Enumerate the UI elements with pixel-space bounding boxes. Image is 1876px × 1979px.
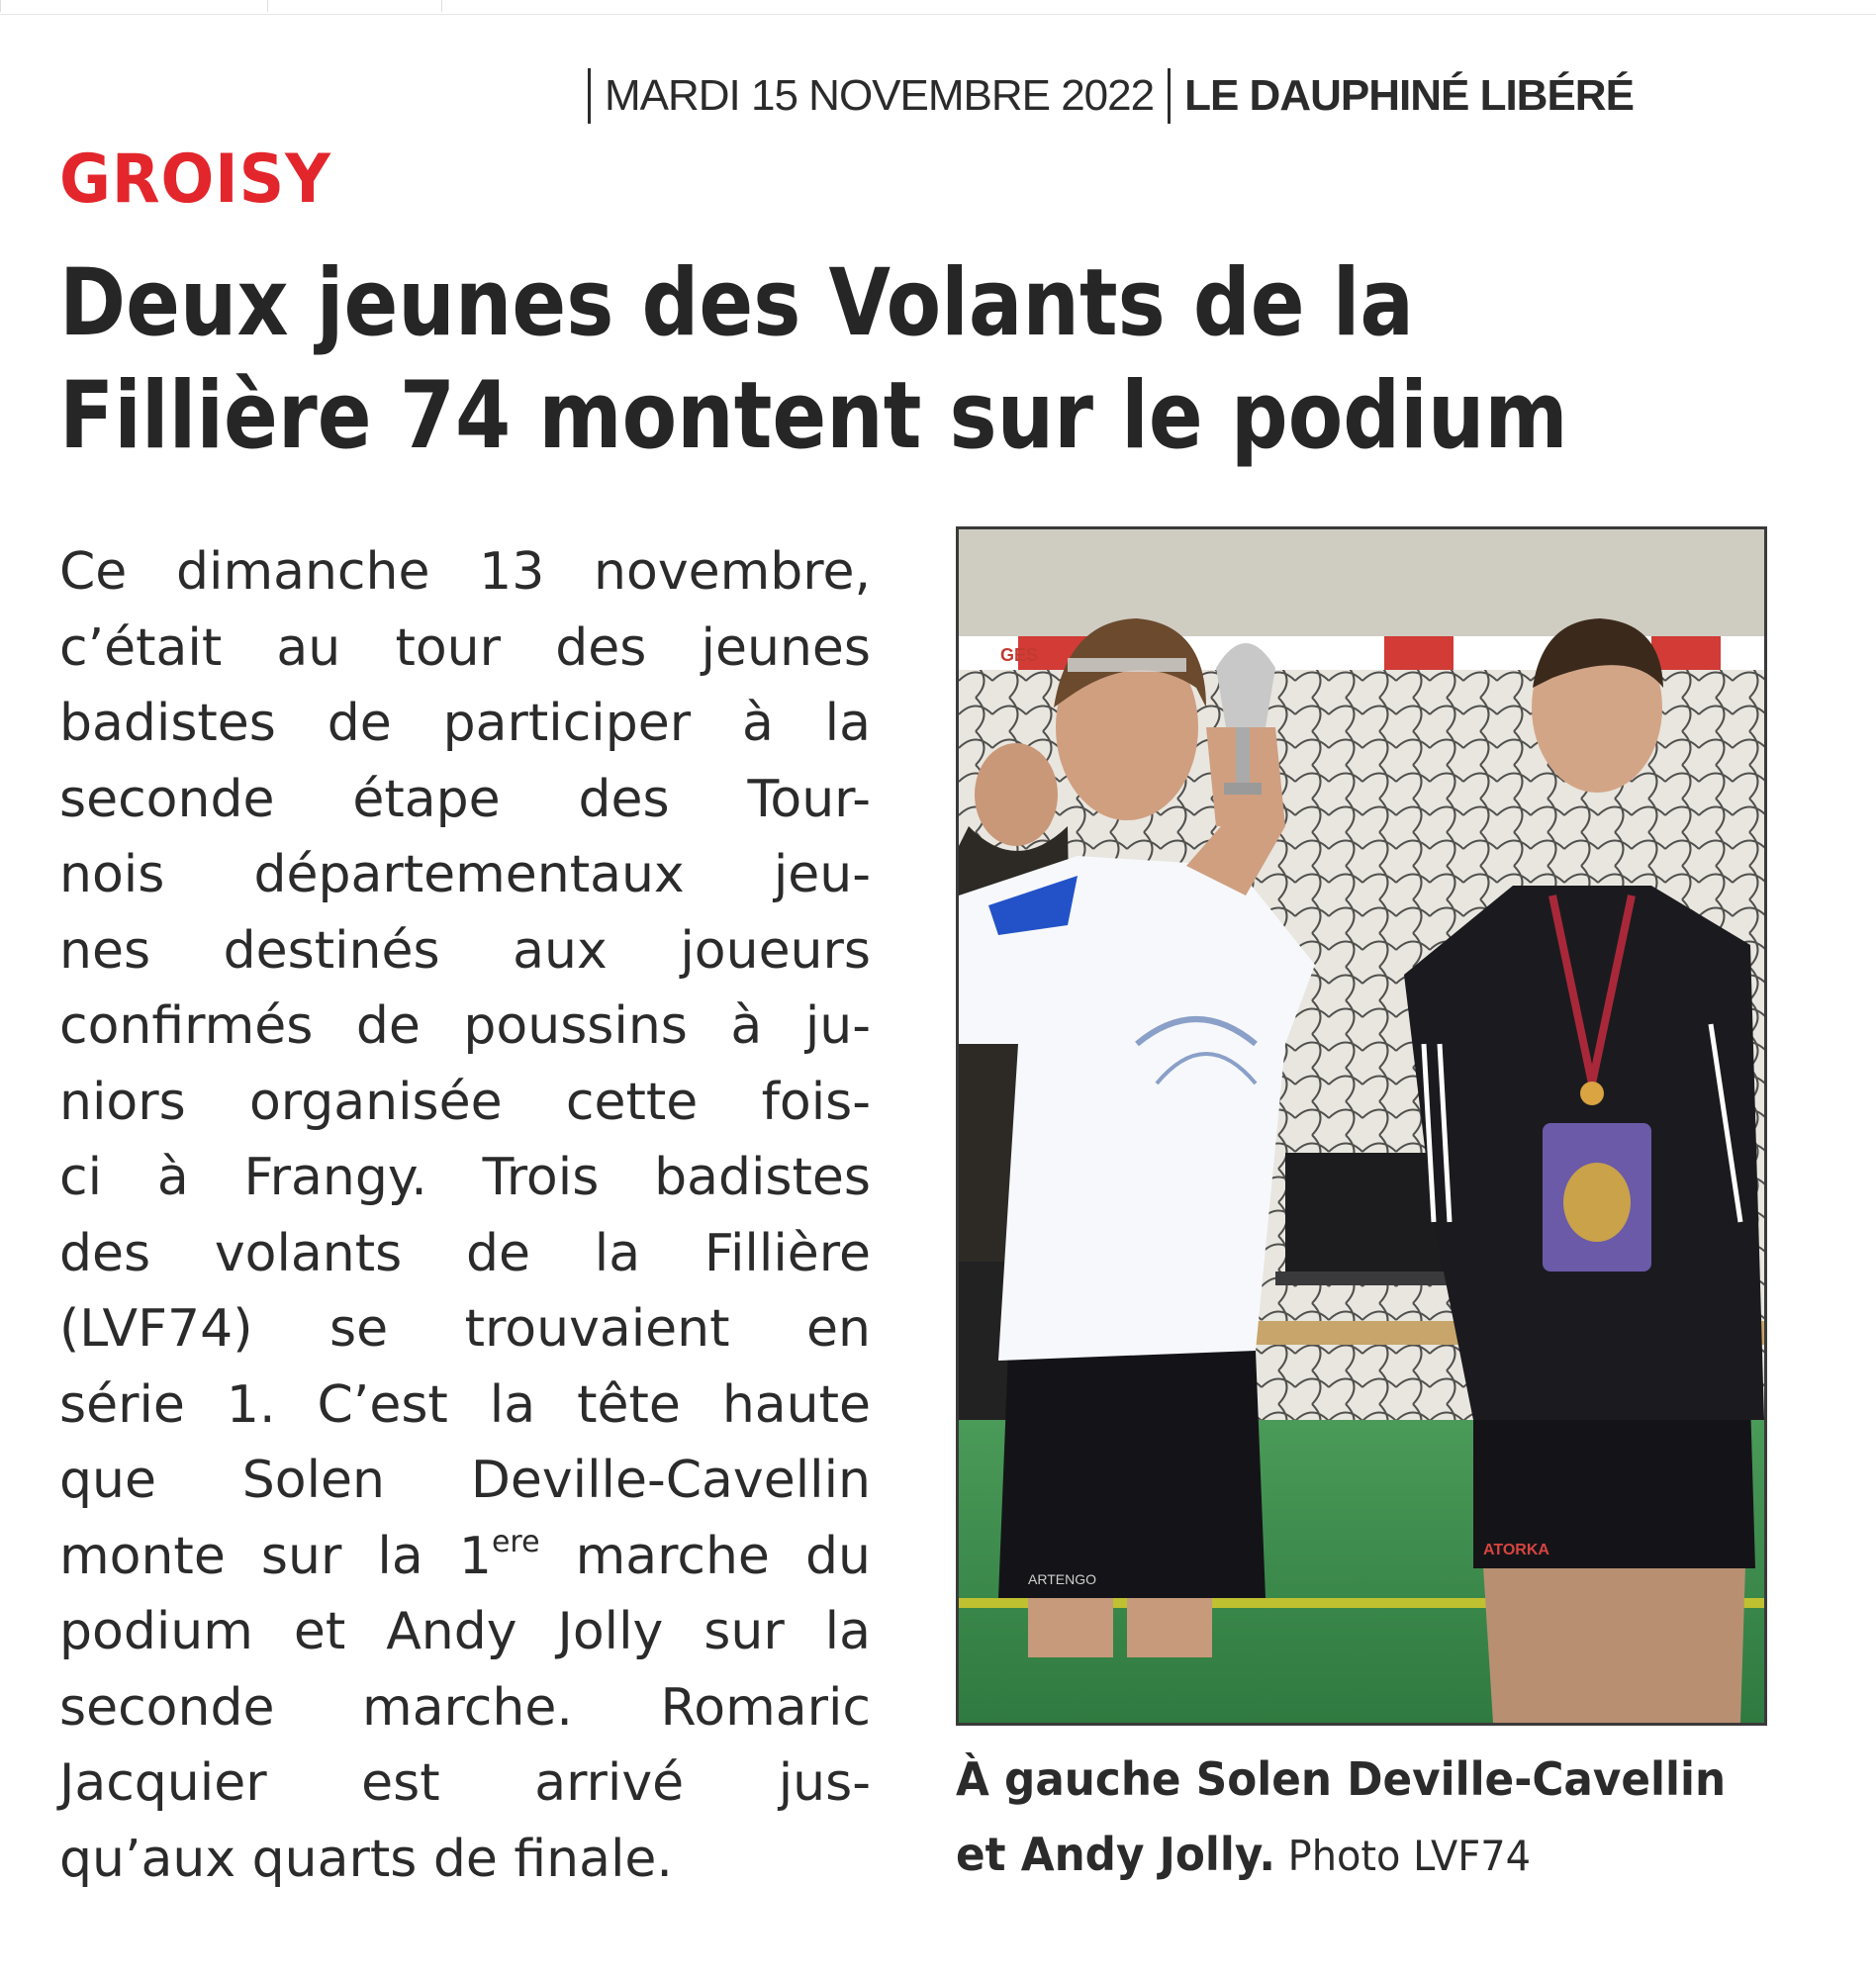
caption-line [956,1817,1764,1894]
publication-date: MARDI 15 NOVEMBRE 2022 [605,71,1155,120]
body-line: Jacquier est arrivé jus- [59,1753,871,1813]
article-photo [956,526,1767,1726]
body-line: Ce dimanche 13 novembre, [59,542,871,602]
body-line: c’était au tour des jeunes [59,617,871,678]
body-line: des volants de la Fillière [59,1223,871,1283]
body-line: ci à Frangy. Trois badistes [59,1148,871,1207]
body-line: que Solen Deville-Cavellin [59,1451,871,1510]
body-line: confirmés de poussins à ju- [59,996,871,1056]
body-line: nes destinés aux joueurs [59,920,871,981]
sign-text: GES [1000,645,1039,665]
body-line: niors organisée cette fois- [59,1072,871,1132]
body-text: monte sur la 1 [59,1526,492,1586]
headline-line: Fillière 74 montent sur le podium [59,362,1568,470]
body-line: qu’aux quarts de finale. [59,1829,673,1889]
header-dateline [574,67,1634,125]
shorts-brand: ATORKA [1483,1542,1549,1558]
caption-names: et Andy Jolly. [956,1828,1275,1881]
body-line: série 1. C’est la tête haute [59,1374,871,1435]
body-line-with-superscript [59,1519,871,1595]
article-body [59,534,871,1897]
body-line: badistes de participer à la [59,694,871,753]
body-line: podium et Andy Jolly sur la [59,1602,871,1661]
headline-line: Deux jeunes des Volants de la [59,249,1414,357]
caption-line: À gauche Solen Deville-Cavellin [956,1752,1727,1806]
body-text: marche du [539,1526,871,1586]
photo-illustration [959,529,1764,1723]
body-line: (LVF74) se trouvaient en [59,1299,871,1359]
article-headline [59,247,1568,473]
body-line: seconde étape des Tour- [59,769,871,829]
shorts-brand: ARTENGO [1028,1571,1096,1587]
publication-name: LE DAUPHINÉ LIBÉRÉ [1184,71,1634,120]
article-kicker: GROISY [59,141,331,219]
divider [1168,68,1171,124]
body-line: nois départementaux jeu- [59,845,871,904]
page-top-border [0,0,1876,15]
ordinal-superscript: ere [491,1524,540,1559]
divider [588,68,591,124]
body-line: seconde marche. Romaric [59,1677,871,1738]
photo-credit: Photo LVF74 [1274,1832,1532,1880]
photo-caption [956,1742,1807,1894]
